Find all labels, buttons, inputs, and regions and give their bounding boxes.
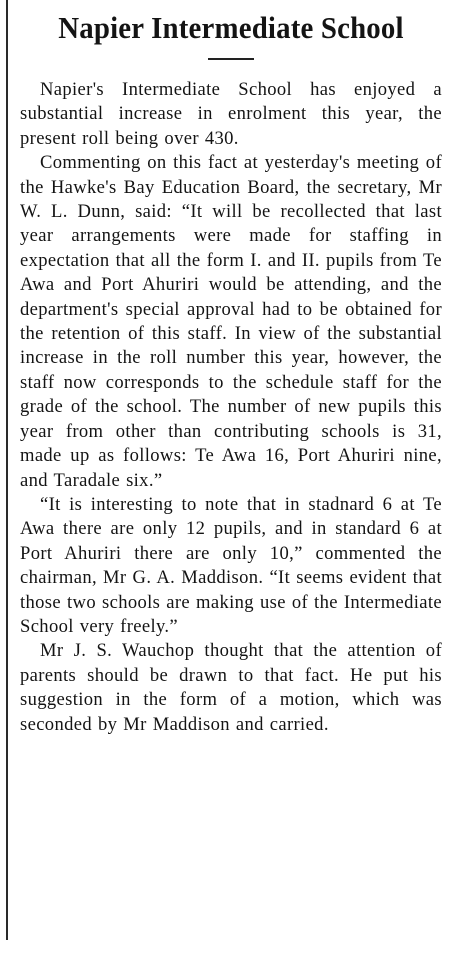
article-paragraph-2: Commenting on this fact at yesterday's meeting of the Hawke's Bay Education Board, the secretary, Mr W. L. Dunn, said: “It will be recollected that last year arrangements were made for staffing in expectation that all the form I. and II. pupils from Te Awa and Port Ahuriri would be attending, and the department's special approval had to be obtained for the retention of this staff. In view of the substantial increase in the roll number this year, however, the staff now corresponds to the schedule staff for the grade of the school. The number of new pupils this year from other than contributing schools is 31, made up as follows: Te Awa 16, Port Ahuriri nine, and Taradale six.” [20,152,442,491]
headline-divider [208,58,254,60]
article-paragraph-4: Mr J. S. Wauchop thought that the attention of parents should be drawn to that fact. He put his suggestion in the form of a motion, which was seconded by Mr Maddison and carried. [20,640,442,735]
article-paragraph-1: Napier's Intermediate School has enjoyed a substantial increase in enrolment this year, the present roll being over 430. [20,79,442,149]
article-body [20,78,442,737]
article-paragraph-3: “It is interesting to note that in stadnard 6 at Te Awa there are only 12 pupils, and in standard 6 at Port Ahuriri there are only 10,” commented the chairman, Mr G. A. Maddison. “It seems evident that those two schools are making use of the Intermediate School very freely.” [20,493,442,637]
article-headline: Napier Intermediate School [58,10,404,45]
